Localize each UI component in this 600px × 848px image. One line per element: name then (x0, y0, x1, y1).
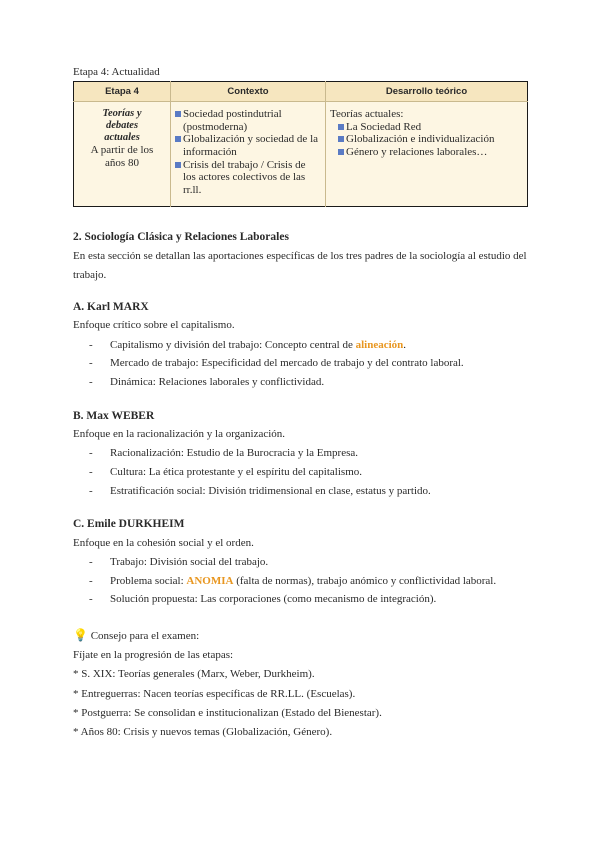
stage-name-line: debates (105, 120, 139, 132)
durkheim-focus: Enfoque en la cohesión social y el orden. (73, 536, 254, 549)
stage-period-line: A partir de los (90, 144, 154, 157)
list-item (89, 553, 533, 572)
stage-caption: Etapa 4: Actualidad (73, 66, 160, 78)
dash-mark: - (89, 484, 93, 497)
theory-item-text: Globalización e individualización (346, 133, 495, 146)
square-bullet-icon (175, 111, 181, 117)
stage-name-line: actuales (104, 132, 140, 144)
stage-name (78, 108, 166, 144)
header-contexto: Contexto (171, 82, 326, 102)
section2-title: 2. Sociología Clásica y Relaciones Laborales (73, 231, 289, 244)
list-item-text: Solución propuesta: Las corporaciones (como mecanismo de integración). (110, 593, 437, 606)
list-item-text: Cultura: La ética protestante y el espíritu del capitalismo. (110, 465, 363, 478)
context-item-text: Globalización y sociedad de la información (183, 133, 319, 158)
document-page (73, 66, 533, 742)
durkheim-title: C. Emile DURKHEIM (73, 518, 185, 531)
tip-line: * Años 80: Crisis y nuevos temas (Globalización, Género). (73, 726, 333, 739)
marx-title: A. Karl MARX (73, 301, 149, 314)
list-item (89, 590, 533, 609)
durkheim-list (73, 553, 533, 609)
tip-title-row (73, 625, 533, 646)
tip-line: * S. XIX: Teorías generales (Marx, Weber, Durkheim). (73, 668, 315, 681)
square-bullet-icon (338, 124, 344, 130)
theory-item (330, 121, 523, 134)
list-item (89, 373, 533, 392)
list-item (89, 444, 533, 463)
list-item-text: Racionalización: Estudio de la Burocracia y la Empresa. (110, 447, 359, 460)
theory-item-text: La Sociedad Red (346, 120, 422, 133)
marx-focus: Enfoque crítico sobre el capitalismo. (73, 319, 235, 332)
theory-cell (326, 102, 528, 207)
theory-item (330, 133, 523, 146)
list-item-text-pre: Capitalismo y división del trabajo: Concepto central de (110, 338, 356, 351)
stage-period (78, 144, 166, 169)
dash-mark: - (89, 574, 93, 587)
list-item-text-pre: Problema social: (110, 574, 187, 587)
stage-name-line: Teorías y (102, 108, 142, 119)
section2-intro: En esta sección se detallan las aportaciones específicas de los tres padres de la sociología al estudio del trabajo. (73, 249, 527, 281)
weber-title: B. Max WEBER (73, 409, 155, 422)
square-bullet-icon (338, 136, 344, 142)
list-item (89, 482, 533, 501)
list-item-text: Trabajo: División social del trabajo. (110, 555, 269, 568)
table-header-row (74, 82, 528, 102)
context-item (175, 133, 321, 158)
tip-line: * Postguerra: Se consolidan e institucionalizan (Estado del Bienestar). (73, 706, 382, 719)
highlight-term: alineación (355, 338, 404, 351)
tip-title: Consejo para el examen: (90, 629, 200, 642)
list-item-text (110, 572, 496, 591)
dash-mark: - (89, 555, 93, 568)
list-item-text: Estratificación social: División tridimensional en clase, estatus y partido. (110, 484, 431, 497)
stage-period-line: años 80 (105, 156, 139, 169)
list-item-text-post: (falta de normas), trabajo anómico y conflictividad laboral. (233, 574, 497, 587)
list-item-text: Dinámica: Relaciones laborales y conflictividad. (110, 376, 325, 389)
dash-mark: - (89, 338, 93, 351)
context-item (175, 159, 321, 197)
list-item-text-post: . (403, 338, 407, 351)
stage-cell (74, 102, 171, 207)
stage-table (73, 81, 528, 207)
marx-list (73, 336, 533, 392)
list-item (89, 354, 533, 373)
square-bullet-icon (175, 162, 181, 168)
weber-focus: Enfoque en la racionalización y la organización. (73, 428, 286, 441)
header-etapa: Etapa 4 (74, 82, 171, 102)
header-desarrollo: Desarrollo teórico (326, 82, 528, 102)
highlight-term: ANOMIA (186, 574, 234, 587)
square-bullet-icon (338, 149, 344, 155)
list-item (89, 336, 533, 355)
tip-line: * Entreguerras: Nacen teorías específicas de RR.LL. (Escuelas). (73, 687, 356, 700)
dash-mark: - (89, 593, 93, 606)
list-item (89, 572, 533, 591)
context-item-text: Sociedad postindutrial (postmoderna) (183, 108, 282, 133)
context-item-text: Crisis del trabajo / Crisis de los actores colectivos de las rr.ll. (183, 158, 306, 196)
dash-mark: - (89, 447, 93, 460)
list-item (89, 463, 533, 482)
weber-list (73, 444, 533, 500)
square-bullet-icon (175, 136, 181, 142)
lightbulb-icon: 💡 (73, 627, 88, 642)
list-item-text: Mercado de trabajo: Especificidad del mercado de trabajo y del contrato laboral. (110, 357, 464, 370)
theory-intro: Teorías actuales: (330, 108, 404, 120)
context-cell (171, 102, 326, 207)
dash-mark: - (89, 357, 93, 370)
dash-mark: - (89, 376, 93, 389)
table-row (74, 102, 528, 207)
theory-item-text: Género y relaciones laborales… (346, 145, 488, 158)
theory-item (330, 146, 523, 159)
context-item (175, 108, 321, 133)
tip-intro: Fíjate en la progresión de las etapas: (73, 649, 234, 662)
dash-mark: - (89, 465, 93, 478)
list-item-text (110, 336, 406, 355)
